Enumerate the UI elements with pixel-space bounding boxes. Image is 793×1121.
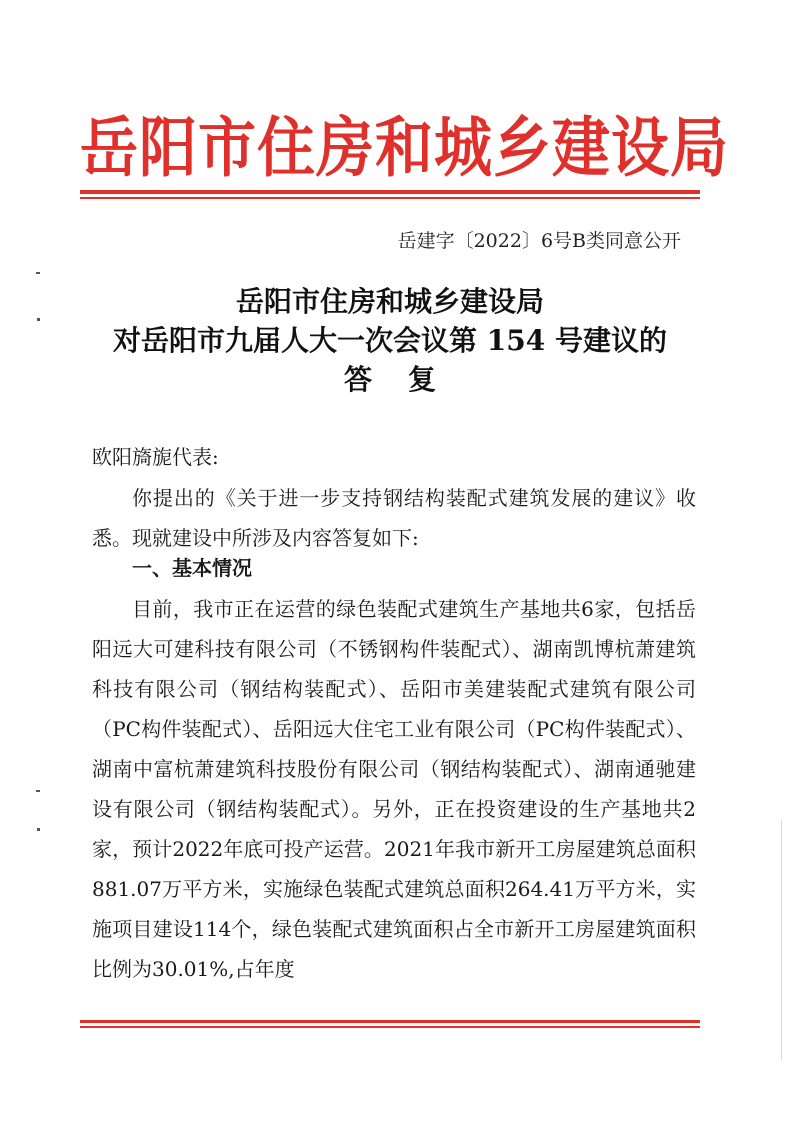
salutation: 欧阳旖旎代表: [92,445,219,469]
title-line-3: 答复 [343,363,472,396]
document-number: 岳建字〔2022〕6号B类同意公开 [397,230,681,252]
letterhead-rule-thin [80,197,700,199]
title-line-1: 岳阳市住房和城乡建设局 [235,285,544,318]
section-heading-basic-situation: 一、基本情况 [132,556,252,580]
title-line-2: 对岳阳市九届人大一次会议第 154 号建议的 [113,324,667,357]
letterhead-rule-thick [80,190,700,194]
footer-rule-thick [80,1020,700,1023]
binding-mark [37,828,40,831]
letterhead-title: 岳阳市住房和城乡建设局 [80,109,730,186]
binding-mark [36,272,40,274]
section-body-paragraph: 目前，我市正在运营的绿色装配式建筑生产基地共6家，包括岳阳远大可建科技有限公司（不锈钢构件装配式）、湖南凯博杭萧建筑科技有限公司（钢结构装配式）、岳阳市美建装配式建筑有限公司（PC构件装配式）、岳阳远大住宅工业有限公司（PC构件装配式）、湖南中富杭萧建筑科技股份有限公司（钢结构装配式）、湖南通驰建设有限公司（钢结构装配式）。另外，正在投资建设的生产基地共2家，预计2022年底可投产运营。2021年我市新开工房屋建筑总面积881.07万平方米，实施绿色装配式建筑总面积264.41万平方米，实施项目建设114个，绿色装配式建筑面积占全市新开工房屋建筑面积比例为30.01%,占年度 [92,597,696,981]
binding-mark [37,318,40,321]
intro-paragraph: 你提出的《关于进一步支持钢结构装配式建筑发展的建议》收悉。现就建设中所涉及内容答复如下: [92,486,696,550]
binding-mark [36,790,40,792]
scan-edge-line [781,820,782,1060]
footer-rule-thin [80,1026,700,1028]
